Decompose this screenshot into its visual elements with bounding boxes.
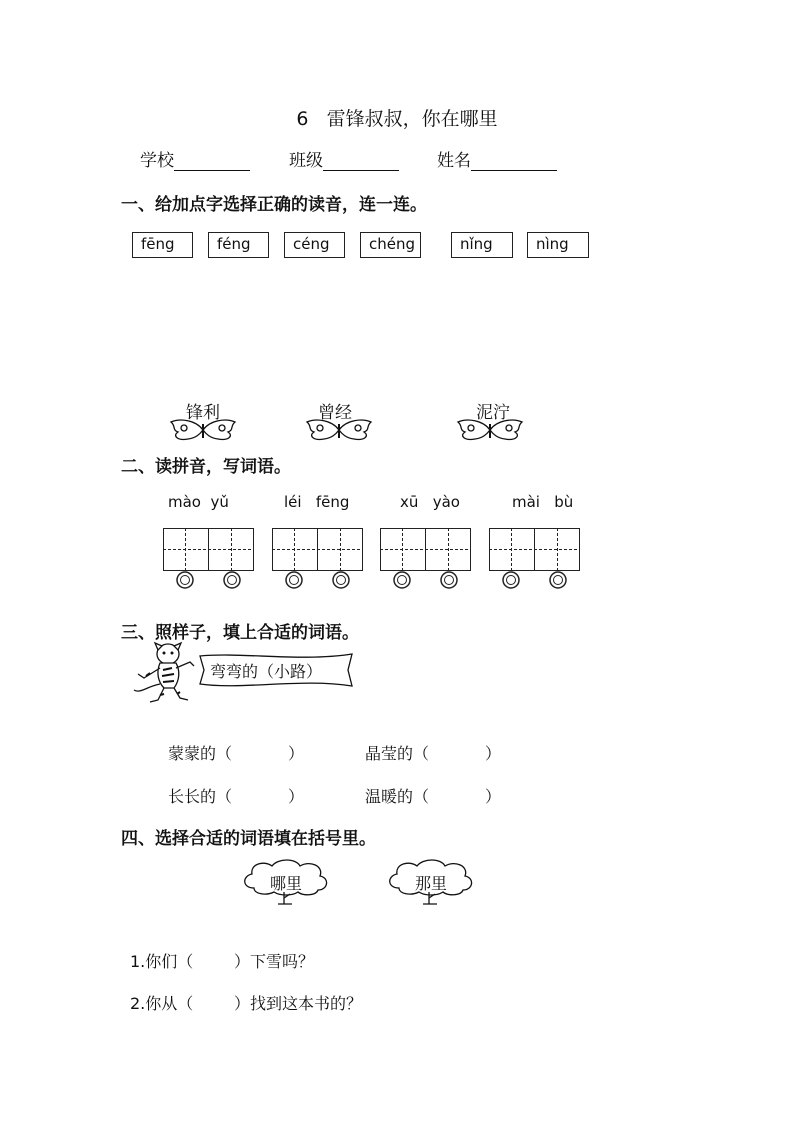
choice-word[interactable]: 哪里 [269,874,302,893]
section-1-heading: 一、给加点字选择正确的读音，连一连。 [121,195,427,215]
section-2-heading: 二、读拼音，写词语。 [121,457,291,477]
sentence-fill[interactable]: 1.你们（ ）下雪吗？ [130,952,314,971]
choice-word[interactable]: 那里 [414,874,447,893]
train-car-icon [380,528,472,590]
pinyin-prompt: mài bù [512,493,574,511]
train-car-icon [489,528,581,590]
name-label: 姓名 [437,151,471,171]
phrase-fill[interactable]: 长长的（ ） [168,787,304,806]
pinyin-option[interactable]: fēng [132,232,193,258]
school-label: 学校 [140,151,174,171]
writing-grid[interactable] [272,528,364,590]
school-blank[interactable] [174,153,250,171]
pinyin-option[interactable]: nìng [527,232,589,258]
school-field [140,146,250,171]
pinyin-prompt: xū yào [400,493,460,511]
section-3-heading: 三、照样子，填上合适的词语。 [121,623,359,643]
word-label[interactable]: 泥泞 [476,403,510,423]
phrase-fill[interactable]: 蒙蒙的（ ） [168,744,304,763]
section-4-heading: 四、选择合适的词语填在括号里。 [121,829,376,849]
class-blank[interactable] [323,153,399,171]
butterfly-icon [304,418,374,442]
name-field [437,146,557,171]
train-car-icon [163,528,255,590]
butterfly-icon [168,418,238,442]
pinyin-prompt: mào yǔ [168,493,229,511]
word-label[interactable]: 锋利 [186,403,220,423]
pinyin-option[interactable]: céng [284,232,345,258]
pinyin-option[interactable]: féng [208,232,269,258]
phrase-fill[interactable]: 温暖的（ ） [365,787,501,806]
pinyin-prompt: léi fēng [284,493,350,511]
example-phrase: 弯弯的（小路） [210,662,323,681]
train-car-icon [272,528,364,590]
writing-grid[interactable] [489,528,581,590]
butterfly-icon [455,418,525,442]
word-label[interactable]: 曾经 [318,403,352,423]
writing-grid[interactable] [163,528,255,590]
page-title: 6 雷锋叔叔，你在哪里 [296,108,498,130]
class-label: 班级 [289,151,323,171]
pinyin-option[interactable]: nǐng [451,232,513,258]
name-blank[interactable] [471,153,557,171]
writing-grid[interactable] [380,528,472,590]
class-field [289,146,399,171]
sentence-fill[interactable]: 2.你从（ ）找到这本书的？ [130,994,362,1013]
pinyin-option[interactable]: chéng [360,232,421,258]
phrase-fill[interactable]: 晶莹的（ ） [365,744,501,763]
